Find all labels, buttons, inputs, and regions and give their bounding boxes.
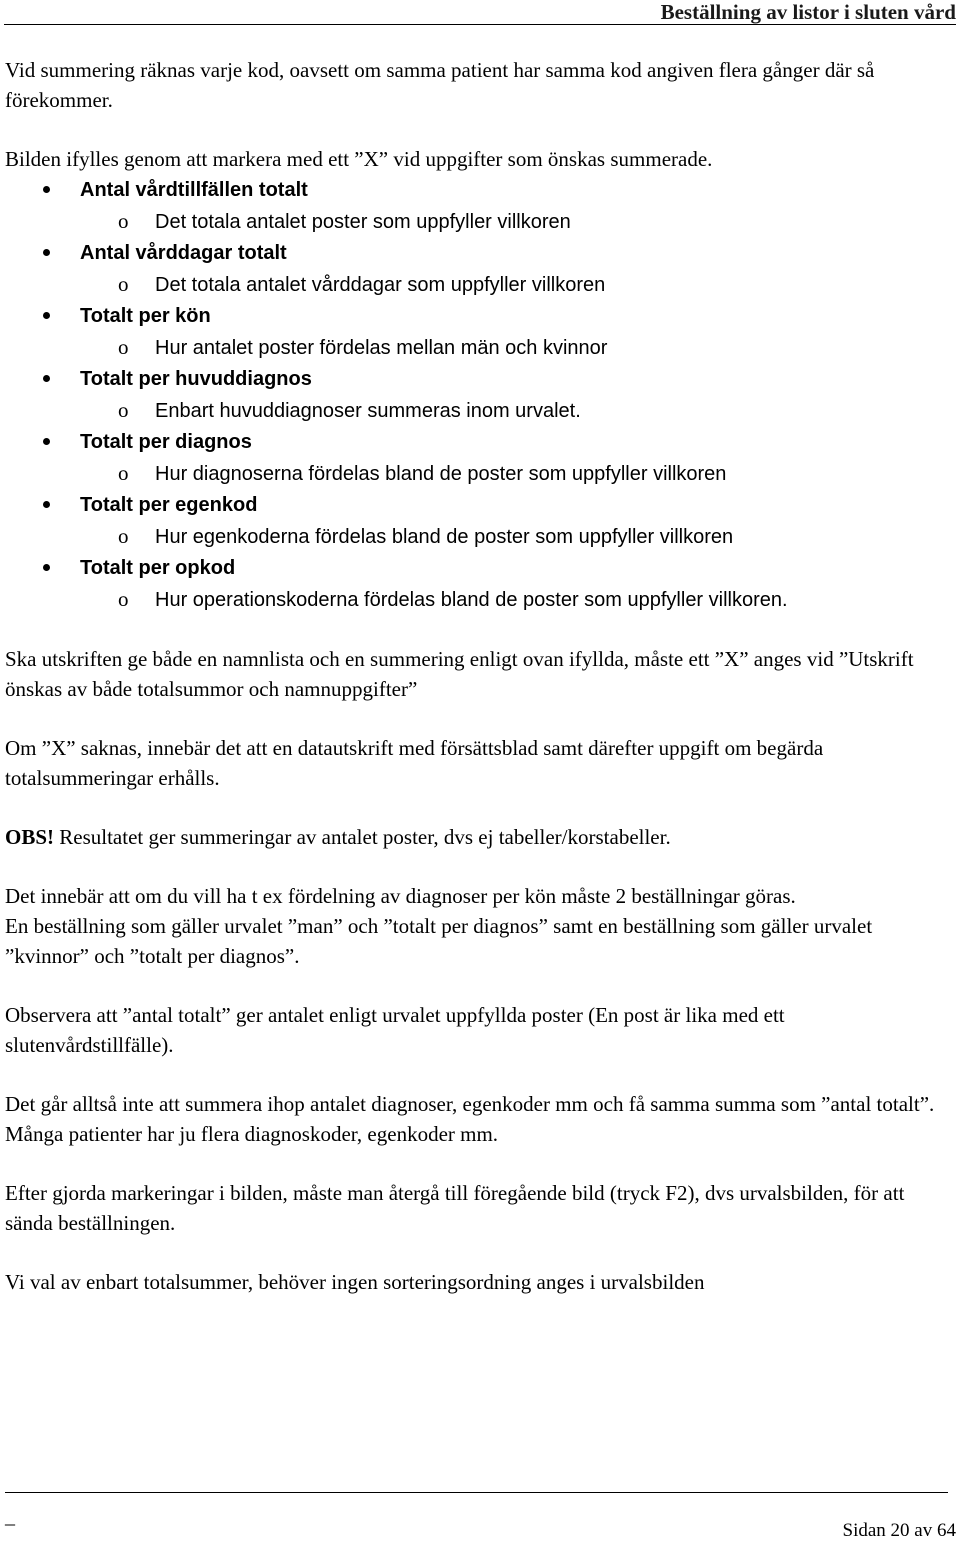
option-label: Totalt per huvuddiagnos — [80, 368, 312, 390]
bullet-icon — [43, 438, 50, 445]
print-both-paragraph: Ska utskriften ge både en namnlista och en summering enligt ovan ifyllda, måste ett ”X” anges vid ”Utskrift önskas av både totalsummor och namnuppgifter” — [5, 647, 914, 701]
option-item — [5, 300, 955, 332]
two-orders-paragraph: Det innebär att om du vill ha t ex fördelning av diagnoser per kön måste 2 beställningar göras. — [5, 884, 796, 908]
option-detail: Det totala antalet vårddagar som uppfyller villkoren — [155, 273, 606, 296]
sub-bullet-icon: o — [118, 334, 129, 359]
document-body — [5, 55, 955, 1297]
totals-only-paragraph: Vi val av enbart totalsummer, behöver ingen sorteringsordning anges i urvalsbilden — [5, 1270, 705, 1294]
page-title: Beställning av listor i sluten vård — [660, 0, 956, 24]
option-detail: Enbart huvuddiagnoser summeras inom urvalet. — [155, 399, 581, 422]
option-item — [5, 174, 955, 206]
option-detail-item — [5, 332, 955, 364]
sub-bullet-icon: o — [118, 397, 129, 422]
sub-bullet-icon: o — [118, 208, 129, 233]
page-number: Sidan 20 av 64 — [842, 1520, 956, 1541]
option-detail: Det totala antalet poster som uppfyller villkoren — [155, 210, 571, 233]
option-label: Antal vårdtillfällen totalt — [80, 179, 308, 201]
option-detail: Hur antalet poster fördelas mellan män och kvinnor — [155, 336, 608, 359]
bullet-icon — [43, 375, 50, 382]
option-detail: Hur egenkoderna fördelas bland de poster som uppfyller villkoren — [155, 525, 734, 548]
option-item — [5, 426, 955, 458]
option-item — [5, 363, 955, 395]
sub-bullet-icon: o — [118, 271, 129, 296]
footer-mark: _ — [5, 1506, 15, 1528]
option-detail: Hur diagnoserna fördelas bland de poster som uppfyller villkoren — [155, 462, 727, 485]
option-item — [5, 237, 955, 269]
page-header — [4, 0, 956, 25]
option-label: Totalt per kön — [80, 305, 211, 327]
obs-paragraph — [5, 822, 955, 852]
sub-bullet-icon: o — [118, 460, 129, 485]
bullet-icon — [43, 186, 50, 193]
option-detail-item — [5, 269, 955, 301]
bullet-icon — [43, 312, 50, 319]
option-detail: Hur operationskoderna fördelas bland de poster som uppfyller villkoren. — [155, 588, 788, 611]
bullet-icon — [43, 501, 50, 508]
option-label: Antal vårddagar totalt — [80, 242, 287, 264]
option-detail-item — [5, 206, 955, 238]
order-example-paragraph: En beställning som gäller urvalet ”man” och ”totalt per diagnos” samt en beställning som gäller urvalet ”kvinnor” och ”totalt per diagnos”. — [5, 914, 873, 968]
option-label: Totalt per egenkod — [80, 494, 258, 516]
obs-label: OBS! — [5, 825, 55, 849]
option-detail-item — [5, 521, 955, 553]
return-f2-paragraph: Efter gjorda markeringar i bilden, måste man återgå till föregående bild (tryck F2), dvs urvalsbilden, för att sända beställningen. — [5, 1181, 905, 1235]
option-detail-item — [5, 458, 955, 490]
option-label: Totalt per opkod — [80, 557, 236, 579]
summary-options-list — [5, 174, 955, 615]
sub-bullet-icon: o — [118, 586, 129, 611]
antal-totalt-paragraph: Observera att ”antal totalt” ger antalet enligt urvalet uppfyllda poster (En post är lika med ett slutenvårdstillfälle). — [5, 1003, 785, 1057]
option-detail-item — [5, 584, 955, 616]
intro-paragraph-1: Vid summering räknas varje kod, oavsett om samma patient har samma kod angiven flera gånger där så förekommer. — [5, 58, 875, 112]
obs-text: Resultatet ger summeringar av antalet poster, dvs ej tabeller/korstabeller. — [54, 825, 671, 849]
option-label: Totalt per diagnos — [80, 431, 252, 453]
option-detail-item — [5, 395, 955, 427]
footer-divider — [5, 1492, 948, 1493]
bullet-icon — [43, 249, 50, 256]
bullet-icon — [43, 564, 50, 571]
missing-x-paragraph: Om ”X” saknas, innebär det att en datautskrift med försättsblad samt därefter uppgift om begärda totalsummeringar erhålls. — [5, 736, 824, 790]
intro-paragraph-2: Bilden ifylles genom att markera med ett ”X” vid uppgifter som önskas summerade. — [5, 147, 713, 171]
sub-bullet-icon: o — [118, 523, 129, 548]
option-item — [5, 552, 955, 584]
summation-note-paragraph: Det går alltså inte att summera ihop antalet diagnoser, egenkoder mm och få samma summa som ”antal totalt”. Många patienter har ju flera diagnoskoder, egenkoder mm. — [5, 1092, 935, 1146]
option-item — [5, 489, 955, 521]
